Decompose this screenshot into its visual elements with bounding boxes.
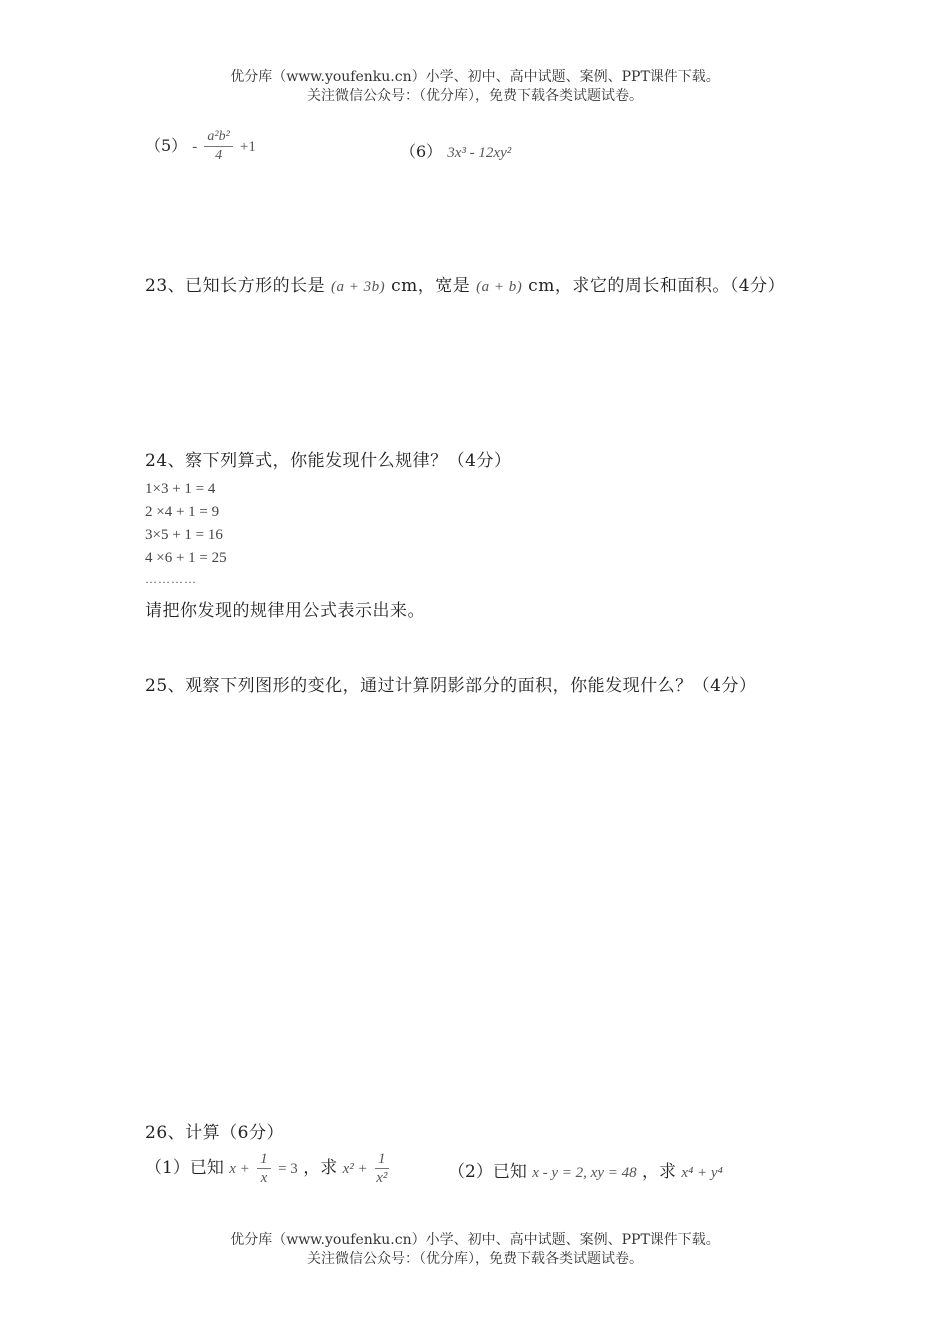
item-5-label: （5） [145,136,188,155]
q24-ellipsis: ………… [145,572,197,586]
q26-p2-label: （2）已知 [448,1162,527,1182]
q26-p2-target: x⁴ + y⁴ [681,1165,723,1181]
q26-p1-fraction [257,1150,271,1187]
q23-length-expr: (a + 3b) [331,279,386,295]
q24-equation-3: 3×5 + 1 = 16 [145,527,223,543]
q26-p1-num-2: 1 [375,1150,389,1169]
q24-equations [145,478,227,588]
item-5-tail: +1 [239,139,256,155]
q26-p1-x2: x² + [342,1161,368,1177]
item-5 [145,128,256,165]
q26-p1-den: x [260,1170,268,1186]
question-26-title: 26、计算（6分） [145,1123,284,1143]
q26-p1-label: （1）已知 [145,1158,224,1178]
q24-equation-4: 4 ×6 + 1 = 25 [145,550,227,566]
q26-part-2 [448,1157,723,1182]
item-5-denominator: 4 [215,148,223,163]
page-footer [0,1231,950,1269]
footer-line-1: 优分库（www.youfenku.cn）小学、初中、高中试题、案例、PPT课件下载。 [230,1232,720,1248]
page-header [0,68,950,106]
footer-line-2: 关注微信公众号：（优分库），免费下载各类试题试卷。 [307,1251,643,1267]
q26-part-1 [145,1150,391,1187]
question-23 [145,273,807,300]
q26-p1-num: 1 [257,1150,271,1169]
header-line-2: 关注微信公众号：（优分库），免费下载各类试题试卷。 [307,88,643,104]
q26-p1-ask: ，求 [303,1158,338,1178]
item-5-fraction [204,128,232,165]
q24-equation-1: 1×3 + 1 = 4 [145,481,216,497]
q26-p1-eq: = 3 [278,1161,298,1177]
item-5-numerator: a²b² [204,128,232,147]
header-line-1: 优分库（www.youfenku.cn）小学、初中、高中试题、案例、PPT课件下载。 [230,69,720,85]
question-24-title: 24、察下列算式，你能发现什么规律？（4分） [145,451,512,471]
q23-text-2: cm，宽是 [391,276,471,296]
item-6-expression: 3x³ - 12xy² [447,145,512,161]
item-6 [400,139,511,162]
q26-p1-x: x + [229,1161,250,1177]
q23-text-1: 23、已知长方形的长是 [145,276,326,296]
item-6-label: （6） [400,142,443,161]
question-25-title: 25、观察下列图形的变化，通过计算阴影部分的面积，你能发现什么？（4分） [145,676,757,696]
q26-p2-ask: ，求 [642,1162,677,1182]
q26-p1-fraction-2 [375,1150,389,1187]
item-5-minus: - [192,139,198,155]
q24-prompt: 请把你发现的规律用公式表示出来。 [145,601,425,621]
q24-equation-2: 2 ×4 + 1 = 9 [145,504,220,520]
q23-text-3: cm，求它的周长和面积。（4分） [528,276,786,296]
q23-width-expr: (a + b) [476,279,523,295]
q26-p2-condition: x - y = 2, xy = 48 [532,1165,637,1181]
q26-p1-den-2: x² [376,1170,388,1186]
